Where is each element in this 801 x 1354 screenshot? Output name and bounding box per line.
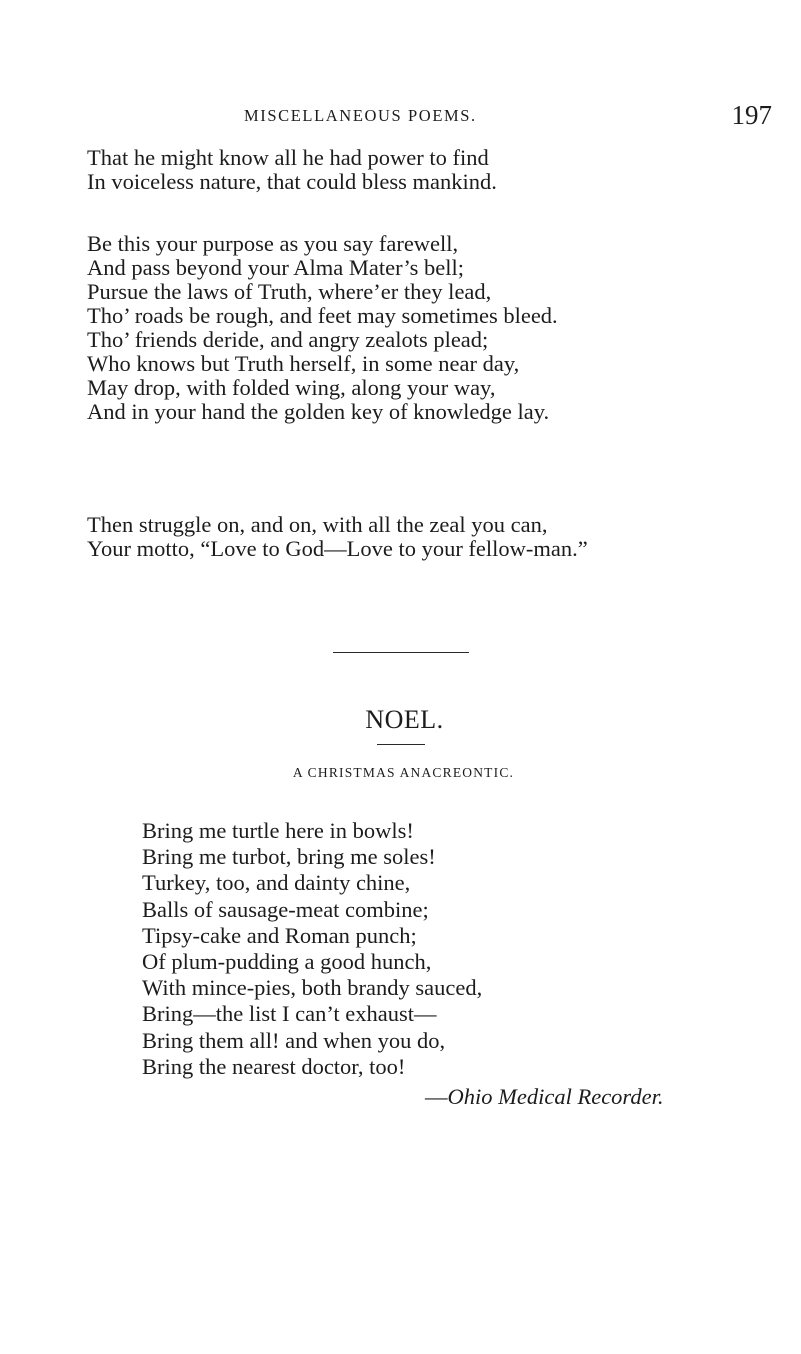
verse-line: With mince-pies, both brandy sauced, (142, 975, 483, 1001)
running-head (244, 100, 772, 134)
verse-line: Tho’ roads be rough, and feet may sometimes bleed. (87, 303, 558, 328)
verse-line: Balls of sausage-meat combine; (142, 896, 429, 922)
verse-line: And pass beyond your Alma Mater’s bell; (87, 255, 465, 280)
verse-line: Then struggle on, and on, with all the zeal you can, (87, 512, 548, 537)
page-number: 197 (731, 100, 772, 130)
verse-line: Be this your purpose as you say farewell, (87, 231, 459, 256)
verse-line: Tipsy-cake and Roman punch; (142, 922, 417, 948)
verse-line: Tho’ friends deride, and angry zealots plead; (87, 327, 489, 352)
poem-subtitle: A CHRISTMAS ANACREONTIC. (292, 765, 515, 780)
verse-line: Bring—the list I can’t exhaust— (142, 1001, 437, 1027)
stanza-3 (87, 513, 588, 561)
attribution-dash: — (425, 1084, 448, 1109)
verse-line: Bring me turbot, bring me soles! (142, 844, 436, 870)
verse-line: In voiceless nature, that could bless mankind. (87, 169, 497, 194)
title-divider (377, 744, 425, 745)
poem-title: NOEL. (365, 705, 444, 734)
verse-line: Bring me turtle here in bowls! (142, 818, 414, 843)
verse-line: That he might know all he had power to find (87, 145, 489, 170)
verse-line: Who knows but Truth herself, in some near day, (87, 351, 520, 376)
verse-line: Of plum-pudding a good hunch, (142, 949, 432, 975)
section-divider (333, 652, 469, 653)
verse-line: Pursue the laws of Truth, where’er they lead, (87, 279, 492, 304)
running-title: MISCELLANEOUS POEMS. (244, 106, 477, 125)
noel-stanza (142, 818, 482, 1080)
stanza-2 (87, 232, 558, 424)
stanza-1 (87, 146, 497, 194)
verse-line: Bring them all! and when you do, (142, 1027, 446, 1053)
attribution-source: Ohio Medical Recorder. (447, 1084, 664, 1109)
verse-line: Your motto, “Love to God—Love to your fellow-man.” (87, 536, 588, 561)
verse-line: May drop, with folded wing, along your way, (87, 375, 496, 400)
verse-line: And in your hand the golden key of knowledge lay. (87, 399, 550, 424)
verse-line: Turkey, too, and dainty chine, (142, 870, 411, 896)
verse-line: Bring the nearest doctor, too! (142, 1053, 406, 1079)
attribution (425, 1084, 663, 1110)
